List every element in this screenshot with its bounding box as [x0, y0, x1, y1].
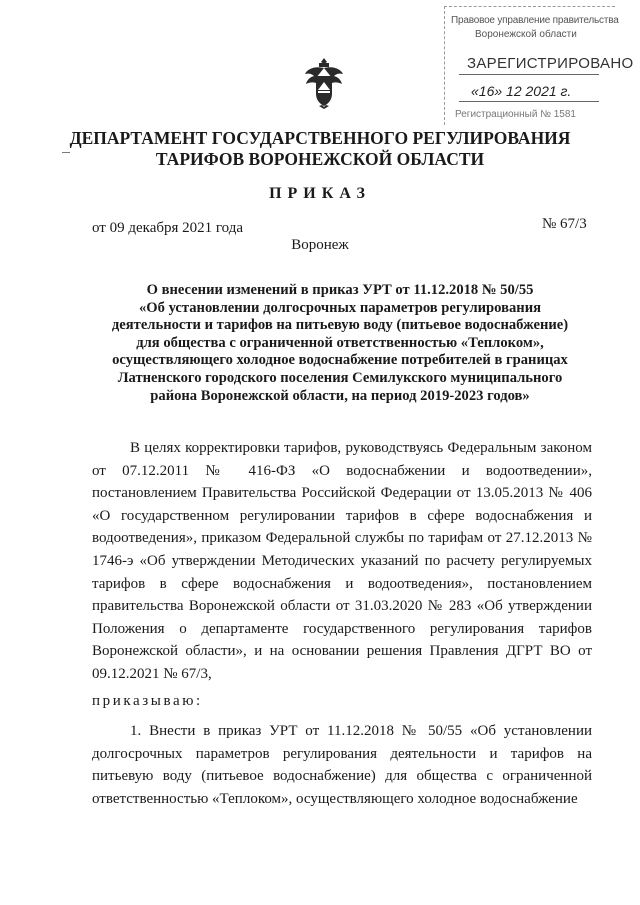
stamp-underline [459, 74, 599, 75]
order-item-1: 1. Внести в приказ УРТ от 11.12.2018 № 50/55 «Об установлении долгосрочных параметров регулирования деятельности и тарифов на питьевую воду (питьевое водоснабжение) для общества с ограниченной ответственностью «Теплоком», осуществляющего холодное водоснабжение [92, 723, 592, 807]
stamp-reg-date: «16» 12 2021 г. [471, 83, 572, 99]
title-line: осуществляющего холодное водоснабжение потребителей в границах [112, 352, 568, 369]
stamp-registered: ЗАРЕГИСТРИРОВАНО [467, 55, 634, 72]
title-line: «Об установлении долгосрочных параметров регулирования [138, 299, 541, 316]
document-number: № 67/3 [542, 216, 587, 232]
title-line: для общества с ограниченной ответственностью «Теплоком», [136, 334, 544, 351]
title-line: Латненского городского поселения Семилукского муниципального [117, 369, 563, 386]
department-line-2: ТАРИФОВ ВОРОНЕЖСКОЙ ОБЛАСТИ [155, 149, 485, 169]
order-word: приказываю: [92, 692, 203, 709]
stamp-reg-number: Регистрационный № 1581 [455, 109, 576, 120]
document-date: от 09 декабря 2021 года [92, 220, 244, 236]
title-line: деятельности и тарифов на питьевую воду (питьевое водоснабжение) [111, 317, 569, 334]
stamp-underline [459, 101, 599, 102]
title-line: О внесении изменений в приказ УРТ от 11.12.2018 № 50/55 [146, 282, 534, 298]
document-city: Воронеж [291, 237, 349, 253]
document-title [90, 282, 590, 405]
stamp-line-1: Правовое управление правительства [451, 15, 619, 26]
document-body [92, 437, 592, 811]
voronezh-coat-of-arms-icon [302, 56, 346, 110]
registration-stamp [444, 6, 634, 125]
stamp-line-2: Воронежской области [475, 29, 577, 40]
title-line: района Воронежской области, на период 2019-2023 годов» [150, 387, 530, 404]
department-line-1: ДЕПАРТАМЕНТ ГОСУДАРСТВЕННОГО РЕГУЛИРОВАНИЯ [69, 128, 571, 148]
document-type: ПРИКАЗ [269, 185, 371, 202]
preamble-paragraph: В целях корректировки тарифов, руководствуясь Федеральным законом от 07.12.2011 № 416-ФЗ «О водоснабжении и водоотведении», постановлением Правительства Российской Федерации от 13.05.2013 № 406 «О государственном регулировании тарифов в сфере водоснабжения и водоотведения», приказом Федеральной службы по тарифам от 27.12.2013 № 1746-э «Об утверждении Методических указаний по расчету регулируемых тарифов в сфере водоснабжения и водоотведения», постановлением правительства Воронежской области от 31.03.2020 № 283 «Об утверждении Положения о департаменте государственного регулирования тарифов Воронежской области», и на основании решения Правления ДГРТ ВО от 09.12.2021 № 67/3, [92, 440, 592, 682]
department-name [0, 128, 640, 170]
